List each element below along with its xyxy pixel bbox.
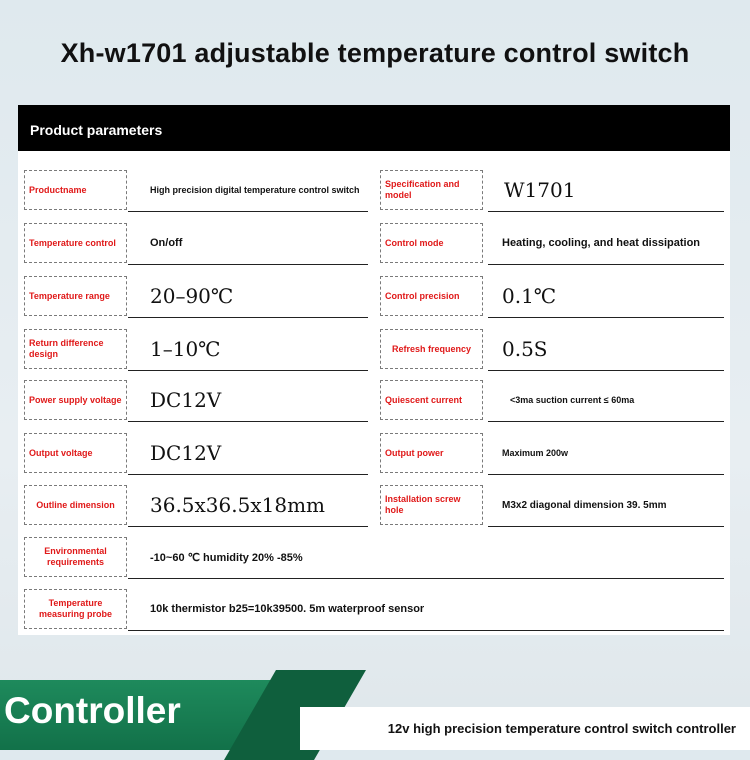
row-divider <box>488 264 724 265</box>
row-divider <box>488 526 724 527</box>
value-return-difference: 1–10℃ <box>150 337 221 361</box>
parameters-sheet <box>18 105 730 635</box>
section-header: Product parameters <box>18 105 730 151</box>
label-control-mode: Control mode <box>380 223 483 263</box>
value-quiescent-current: <3ma suction current ≤ 60ma <box>510 395 635 405</box>
value-installation-screw-hole: M3x2 diagonal dimension 39. 5mm <box>502 499 667 511</box>
label-quiescent-current: Quiescent current <box>380 380 483 420</box>
footer-subtitle: 12v high precision temperature control switch controller <box>387 721 736 736</box>
value-power-supply-voltage: DC12V <box>150 388 222 412</box>
label-power-supply-voltage: Power supply voltage <box>24 380 127 420</box>
row-divider <box>488 474 724 475</box>
label-product-name: Productname <box>24 170 127 210</box>
page-title: Xh-w1701 adjustable temperature control switch <box>60 38 690 68</box>
value-spec-model: W1701 <box>504 178 576 202</box>
label-outline-dimension: Outline dimension <box>24 485 127 525</box>
label-temperature-control: Temperature control <box>24 223 127 263</box>
value-control-precision: 0.1℃ <box>502 284 557 308</box>
row-divider <box>128 211 368 212</box>
label-installation-screw-hole: Installation screw hole <box>380 485 483 525</box>
row-divider <box>128 578 724 579</box>
label-output-voltage: Output voltage <box>24 433 127 473</box>
row-divider <box>488 421 724 422</box>
row-divider <box>128 421 368 422</box>
row-divider <box>128 370 368 371</box>
label-temperature-range: Temperature range <box>24 276 127 316</box>
value-product-name: High precision digital temperature control switch <box>150 185 360 195</box>
value-temperature-control: On/off <box>150 237 183 249</box>
label-spec-model: Specification and model <box>380 170 483 210</box>
row-divider <box>128 474 368 475</box>
footer-brand: Controller <box>4 690 181 731</box>
value-environmental-requirements: -10~60 ℃ humidity 20% -85% <box>150 551 303 564</box>
label-temperature-probe: Temperature measuring probe <box>24 589 127 629</box>
value-refresh-frequency: 0.5S <box>502 337 548 361</box>
label-environmental-requirements: Environmental requirements <box>24 537 127 577</box>
value-output-voltage: DC12V <box>150 441 222 465</box>
label-refresh-frequency: Refresh frequency <box>380 329 483 369</box>
row-divider <box>128 630 724 631</box>
value-temperature-range: 20–90℃ <box>150 284 234 308</box>
value-control-mode: Heating, cooling, and heat dissipation <box>502 237 701 249</box>
value-temperature-probe: 10k thermistor b25=10k39500. 5m waterproof sensor <box>150 603 425 615</box>
row-divider <box>488 370 724 371</box>
value-outline-dimension: 36.5x36.5x18mm <box>150 493 325 517</box>
row-divider <box>128 317 368 318</box>
row-divider <box>488 211 724 212</box>
value-output-power: Maximum 200w <box>502 448 569 458</box>
row-divider <box>128 264 368 265</box>
label-output-power: Output power <box>380 433 483 473</box>
row-divider <box>128 526 368 527</box>
label-control-precision: Control precision <box>380 276 483 316</box>
label-return-difference: Return difference design <box>24 329 127 369</box>
row-divider <box>488 317 724 318</box>
